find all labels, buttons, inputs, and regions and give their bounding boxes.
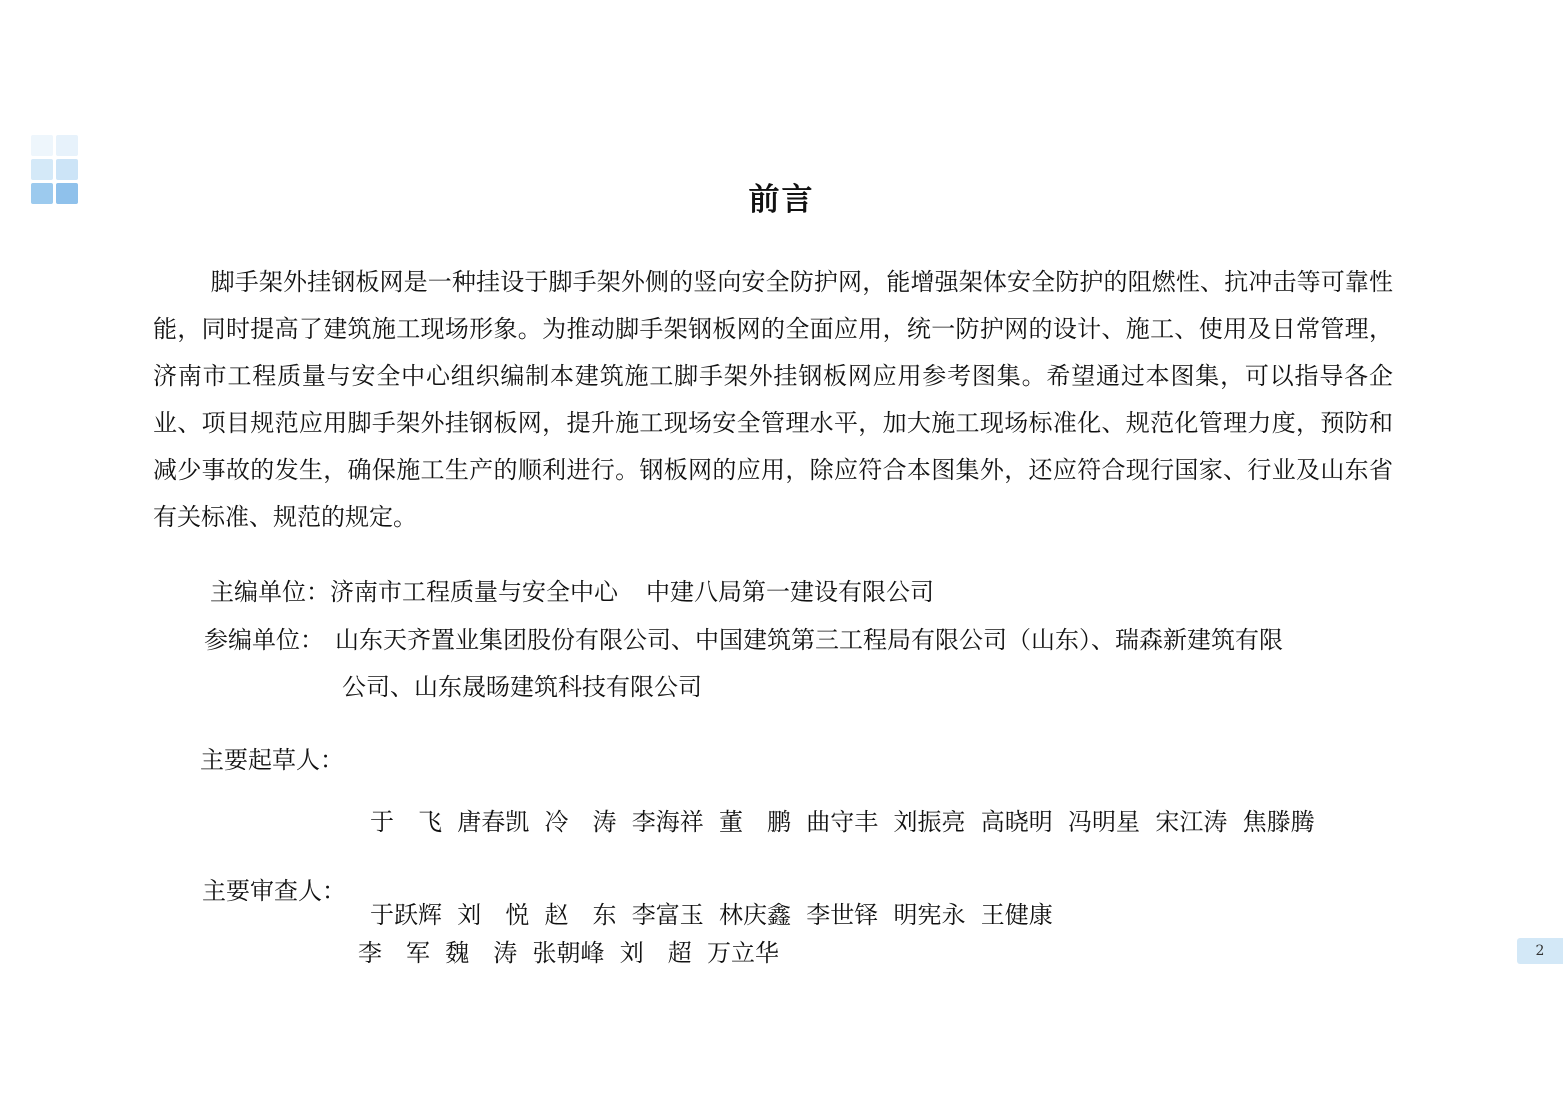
co-editor-label: 参编单位： bbox=[204, 626, 324, 654]
drafters-line-2: 于跃辉 刘 悦 赵 东 李富玉 林庆鑫 李世铎 明宪永 王健康 bbox=[370, 901, 1053, 929]
logo-square bbox=[31, 135, 53, 156]
drafters-label: 主要起草人： bbox=[200, 746, 344, 774]
co-editor-line-1: 山东天齐置业集团股份有限公司、中国建筑第三工程局有限公司（山东）、瑞森新建筑有限 bbox=[335, 626, 1283, 654]
chief-editor-org-1: 济南市工程质量与安全中心 bbox=[330, 578, 618, 606]
co-editor-orgs bbox=[335, 617, 1385, 711]
page-number: 2 bbox=[1517, 938, 1563, 964]
reviewers-label: 主要审查人： bbox=[202, 877, 346, 905]
preface-paragraph: 脚手架外挂钢板网是一种挂设于脚手架外侧的竖向安全防护网，能增强架体安全防护的阻燃性、抗冲击等可靠性能，同时提高了建筑施工现场形象。为推动脚手架钢板网的全面应用，统一防护网的设计、施工、使用及日常管理，济南市工程质量与安全中心组织编制本建筑施工脚手架外挂钢板网应用参考图集。希望通过本图集，可以指导各企业、项目规范应用脚手架外挂钢板网，提升施工现场安全管理水平，加大施工现场标准化、规范化管理力度，预防和减少事故的发生，确保施工生产的顺利进行。钢板网的应用，除应符合本图集外，还应符合现行国家、行业及山东省有关标准、规范的规定。 bbox=[153, 268, 1393, 531]
page-title: 前言 bbox=[748, 182, 815, 218]
reviewers-names bbox=[358, 876, 958, 1031]
chief-editor-label: 主编单位： bbox=[210, 578, 330, 606]
logo-square bbox=[56, 135, 78, 156]
co-editor-line-2: 公司、山东晟旸建筑科技有限公司 bbox=[342, 673, 702, 701]
chief-editor-org-2: 中建八局第一建设有限公司 bbox=[646, 578, 934, 606]
reviewers-line-1: 李 军 魏 涛 张朝峰 刘 超 万立华 bbox=[358, 939, 780, 967]
drafters-line-1: 于 飞 唐春凯 冷 涛 李海祥 董 鹏 曲守丰 刘振亮 高晓明 冯明星 宋江涛 焦滕腾 bbox=[370, 808, 1315, 836]
chief-editor-unit bbox=[210, 569, 934, 616]
